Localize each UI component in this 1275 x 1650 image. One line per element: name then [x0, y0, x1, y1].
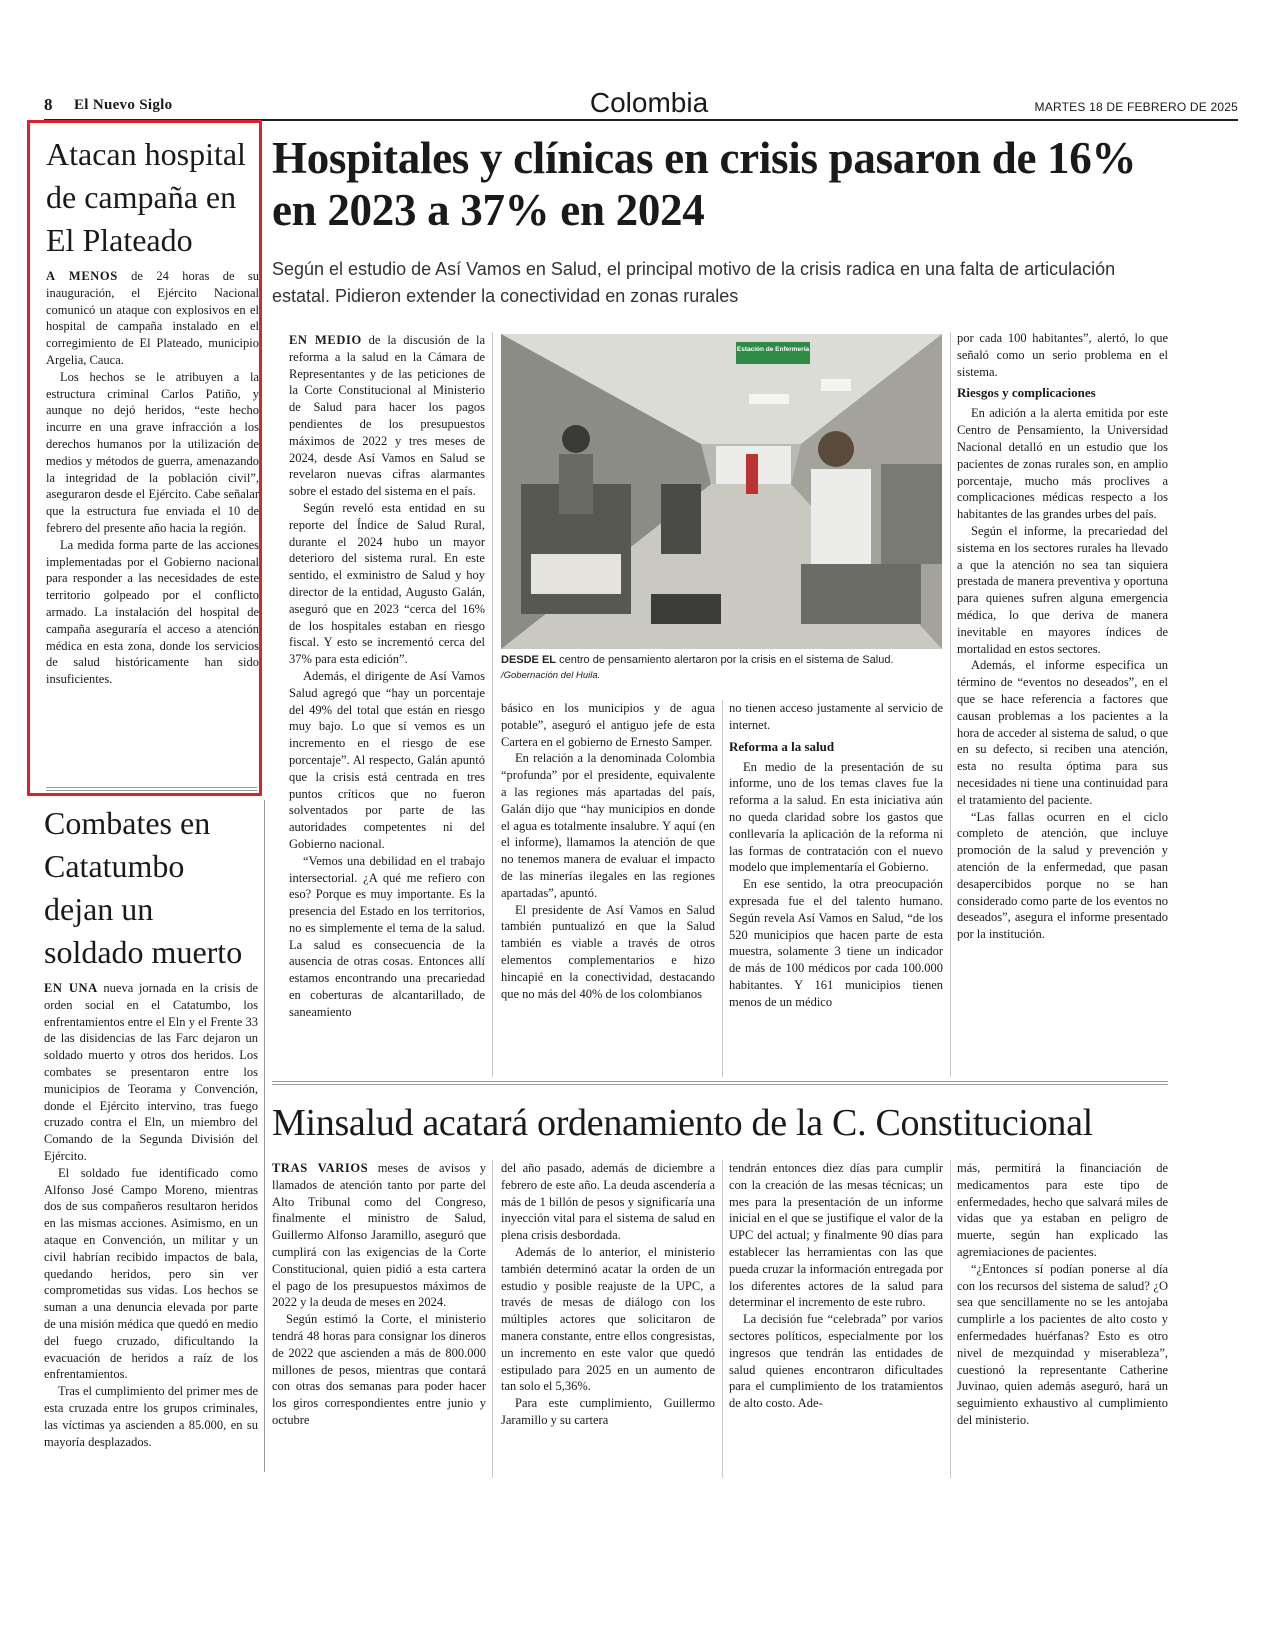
column-divider	[722, 1160, 723, 1478]
main-paragraph: “Vemos una debilidad en el trabajo intersectorial. ¿A qué me refiero con eso? Porque es muy importante. Es la presencia del Estado en los territorios, no es simplemente el tema de la salud. La salud es consecuencia de la ausencia de otras cosas. Entonces allí estamos encontrando una precariedad en coberturas de alcantarillado, de saneamiento	[289, 853, 485, 1019]
second-paragraph: Según estimó la Corte, el ministerio tendrá 48 horas para consignar los dineros de 2022 que ascienden a más de 800.000 millones de pesos, mientras que contará con otras dos semanas para poder hacer los giros correspondientes entre junio y octubre	[272, 1312, 486, 1427]
main-column-3	[729, 700, 943, 1077]
column-divider	[950, 1160, 951, 1478]
second-column-2	[501, 1160, 715, 1480]
main-paragraph: no tienen acceso justamente al servicio de internet.	[729, 701, 943, 732]
sidebar1-paragraph: La medida forma parte de las acciones implementadas por el Gobierno nacional para responder a las necesidades de este territorio golpeado por el conflicto armado. La instalación del hospital de campaña aseguraría el acceso a atención médica en esta zona, donde los servicios de salud históricamente han sido insuficientes.	[46, 537, 259, 687]
second-lead-caps: TRAS VARIOS	[272, 1161, 369, 1175]
caption-text: centro de pensamiento alertaron por la crisis en el sistema de Salud.	[559, 654, 894, 666]
page-number: 8	[44, 95, 53, 114]
sidebar2-lead-caps: EN UNA	[44, 981, 98, 995]
main-paragraph: El presidente de Así Vamos en Salud también puntualizó en que la Salud también es viable a través de otros elementos complementarios e hizo hincapié en la conectividad, destacando que no más del 40% de los colombianos	[501, 902, 715, 1001]
sidebar1-lead-caps: A MENOS	[46, 269, 118, 283]
sidebar-story-catatumbo	[44, 802, 258, 1450]
main-paragraph: En relación a la denominada Colombia “profunda” por el presidente, equivalente a las regiones más apartadas del país, Galán dijo que “hay municipios en donde el agua es totalmente insalubre. Y aquí (en el informe), llamamos la atención de que no tenemos manera de evaluar el impacto de las minerías ilegales en las regiones apartadas”, apuntó.	[501, 751, 715, 900]
sidebar-story-el-plateado	[27, 120, 262, 796]
column-divider	[722, 700, 723, 1077]
hospital-corridor-image	[501, 334, 942, 649]
photo-credit: /Gobernación del Huila.	[501, 670, 601, 681]
paper-name: El Nuevo Siglo	[74, 97, 173, 113]
column-divider	[950, 332, 951, 1077]
main-paragraph: Además, el dirigente de Así Vamos Salud agregó que “hay un porcentaje del 49% del total que están en riesgo muy bajo. Lo que sí vemos es un incremento en el riesgo de ese porcentaje”. Al respecto, Galán apuntó que la crisis está centrada en tres puntos críticos que no fueron solventados por parte de las autoridades competentes ni del Gobierno nacional.	[289, 668, 485, 851]
main-column-2	[501, 700, 715, 1077]
second-paragraph: más, permitirá la financiación de medicamentos para este tipo de enfermedades, hecho que salvará miles de vidas que ya estaban en peligro de muerte, según han explicado las agremiaciones de pacientes.	[957, 1161, 1168, 1259]
second-paragraph: del año pasado, además de diciembre a febrero de este año. La deuda ascendería a más de 1 billón de pesos y significaría una inyección vital para el sistema de salud en plena crisis desbordada.	[501, 1161, 715, 1243]
main-paragraph: básico en los municipios y de agua potable”, aseguró el antiguo jefe de esta Cartera en el gobierno de Ernesto Samper.	[501, 701, 715, 749]
second-column-3	[729, 1160, 943, 1480]
second-headline: Minsalud acatará ordenamiento de la C. Constitucional	[272, 1102, 1093, 1144]
masthead	[44, 87, 1238, 121]
sidebar1-paragraph: de 24 horas de su inauguración, el Ejército Nacional comunicó un ataque con explosivos en el hospital de campaña instalado en el corregimiento de El Plateado, municipio Argelia, Cauca.	[46, 269, 259, 367]
main-column-4	[957, 330, 1168, 1077]
sidebar2-paragraph: Tras el cumplimiento del primer mes de esta cruzada entre los grupos criminales, las víctimas ya ascienden a 85.000, en su mayoría desplazados.	[44, 1384, 258, 1449]
subhead-riesgos: Riesgos y complicaciones	[957, 385, 1096, 401]
main-lead-caps: EN MEDIO	[289, 333, 362, 347]
second-paragraph: Además de lo anterior, el ministerio también determinó acatar la orden de un estudio y posible reajuste de la UPC, a través de mesas de diálogo con los múltiples actores que solicitaron de manera constante, entre ellos congresistas, un incremento en este valor que quedó estipulado para 2025 en un aumento de tan solo el 5,36%.	[501, 1244, 715, 1394]
main-headline: Hospitales y clínicas en crisis pasaron de 16% en 2023 a 37% en 2024	[272, 133, 1137, 235]
main-paragraph: “Las fallas ocurren en el ciclo completo de atención, que incluye promoción de la salud y prevención y atención de la enfermedad, que pasan desapercibidos porque no se han considerado como parte de los eventos no deseados”, asegura el informe presentado por la institución.	[957, 809, 1168, 942]
main-paragraph: En ese sentido, la otra preocupación expresada fue el del talento humano. Según revela Así Vamos en Salud, “de los 520 municipios que hacen parte de esta muestra, solamente 3 tiene un indicador de más de 100 médicos por cada 100.000 habitantes. Y 161 municipios tienen menos de un médico	[729, 877, 943, 1009]
nurse-station-sign-text: Estación de Enfermería	[736, 346, 810, 353]
main-paragraph: por cada 100 habitantes”, alertó, lo que señaló como un serio problema en el sistema.	[957, 331, 1168, 379]
second-paragraph: tendrán entonces diez días para cumplir con la creación de las mesas técnicas; un mes para la presentación de un informe inicial en el que se justifique el valor de la UPC del actual; y finalmente 90 días para establecer las herramientas con las que pueda cruzar la información entregada por los diferentes actores de la salud para determinar el incremento de este rubro.	[729, 1161, 943, 1310]
second-column-4	[957, 1160, 1168, 1480]
second-paragraph: “¿Entonces sí podían ponerse al día con los recursos del sistema de salud? ¿O sea que sencillamente no se les antojaba cumplirle a los pacientes de alto costo y enfermedades huérfanas? Esto es otro nivel de mezquindad y miserableza”, cuestionó la representante Catherine Juvinao, quien además aseguró, hará un seguimiento exhaustivo al cumplimiento del ministerio.	[957, 1261, 1168, 1427]
second-column-1	[272, 1160, 486, 1480]
main-paragraph: Según el informe, la precariedad del sistema en los sectores rurales ha llevado a que la atención no sea tan siquiera prestada de manera preventiva y oportuna para quienes sufren alguna emergencia médica, lo que deriva de manera inevitable en mayores índices de mortalidad en estos sectores.	[957, 523, 1168, 656]
main-paragraph: Además, el informe especifica un término de “eventos no deseados”, en el que se hace referencia a factores que causan problemas a los pacientes a la hora de acceder al sistema de salud, o que en su defecto, si reciben una atención, esta no resulta óptima para sus necesidades ni tiene una continuidad para el tratamiento del paciente.	[957, 658, 1168, 807]
section-title: Colombia	[589, 87, 709, 118]
sidebar1-paragraph: Los hechos se le atribuyen a la estructura criminal Carlos Patiño, y aunque no dejó heridos, “este hecho incurre en una grave infracción a los derechos humanos por la utilización de medios y métodos de guerra, amenazando la integridad de la población civil”, aseguraron desde el Ejército. Cabe señalar que la estructura fue enviada el 10 de febrero del presente año hacia la región.	[46, 369, 259, 535]
second-paragraph: La decisión fue “celebrada” por varios sectores políticos, especialmente por los ingresos que tendrán las entidades de salud quienes encontraron dificultades para el cumplimiento de los tratamientos de alto costo. Ade-	[729, 1312, 943, 1411]
hospital-photo	[501, 334, 942, 649]
sidebar2-paragraph: nueva jornada en la crisis de orden social en el Catatumbo, los enfrentamientos entre el Eln y el Frente 33 de las disidencias de las Farc dejaron un soldado muerto y otros dos heridos. Los combates se presentaron entre los municipios de Teorama y Convención, donde el Ejército intervino, tras fuego cruzado contra el Eln, un miembro del Comando de la Segunda División del Ejército.	[44, 981, 259, 1163]
second-paragraph: meses de avisos y llamados de atención tanto por parte del Alto Tribunal como del Congreso, finalmente el ministro de Salud, Guillermo Alfonso Jaramillo, aseguró que cumplirá con las exigencias de la Corte Constitucional, quien pidió a esta cartera el pago de los presupuestos máximos de 2022 y la deuda de meses en 2024.	[272, 1161, 486, 1310]
issue-date: MARTES 18 DE FEBRERO DE 2025	[1034, 100, 1238, 114]
main-paragraph: de la discusión de la reforma a la salud en la Cámara de Representantes y de las peticiones de la Corte Constitucional al Ministerio de Salud para hacer los pagos pendientes de los presupuestos máximos de 2022 y tres meses de 2024, desde Así Vamos en Salud se revelaron nuevas cifras alarmantes sobre el estado del sistema en el país.	[289, 333, 485, 499]
sidebar2-body	[44, 980, 258, 1450]
main-column-1	[289, 332, 485, 1077]
column-divider	[492, 1160, 493, 1478]
caption-lead: DESDE EL	[501, 654, 557, 666]
column-divider	[264, 800, 265, 1472]
sidebar2-paragraph: El soldado fue identificado como Alfonso José Campo Moreno, mientras dos de sus compañeros resultaron heridos en las mismas acciones. Asimismo, en un ataque en Convención, un militar y un civil habrían recibido impactos de bala, quedando heridos, pero sin ver comprometidas sus vidas. Los hechos se suman a una denuncia elevada por parte de una misión médica que quedó en medio del fuego cruzado, dificultando la evacuación de heridos a raíz de los enfrentamientos.	[44, 1165, 258, 1382]
main-paragraph: Según reveló esta entidad en su reporte del Índice de Salud Rural, durante el 2024 hubo un mayor deterioro del sistema rural. En este sentido, el exministro de Salud y hoy director de la entidad, Augusto Galán, aseguró que en 2023 “cerca del 16% de los hospitales estaban en riesgo fiscal. Y esto se incrementó cerca del 37% para esta edición”.	[289, 500, 485, 667]
sidebar2-headline: Combates en Catatumbo dejan un soldado muerto	[44, 805, 243, 970]
sidebar1-headline: Atacan hospital de campaña en El Plateado	[46, 136, 246, 258]
main-paragraph: En medio de la presentación de su informe, uno de los temas claves fue la reforma a la salud. En esta iniciativa aún no queda claridad sobre los gastos que conllevaría la aplicación de la reforma ni las formas de contratación con el nuevo modelo que implementaría el Gobierno.	[729, 759, 943, 875]
column-divider	[492, 332, 493, 1077]
main-paragraph: En adición a la alerta emitida por este Centro de Pensamiento, la Universidad Nacional detalló en un estudio que los pacientes de zonas rurales son, en amplio porcentaje, mucho más proclives a complicaciones médicas respecto a los habitantes de las grandes urbes del país.	[957, 406, 1168, 522]
subhead-reforma: Reforma a la salud	[729, 738, 835, 754]
photo-caption	[501, 653, 947, 683]
divider	[46, 787, 257, 791]
sidebar1-body	[46, 268, 259, 688]
second-paragraph: Para este cumplimiento, Guillermo Jaramillo y su cartera	[501, 1396, 715, 1427]
section-divider	[272, 1081, 1168, 1085]
main-subheadline: Según el estudio de Así Vamos en Salud, el principal motivo de la crisis radica en una falta de articulación estatal. Pidieron extender la conectividad en zonas rurales	[272, 259, 1116, 306]
